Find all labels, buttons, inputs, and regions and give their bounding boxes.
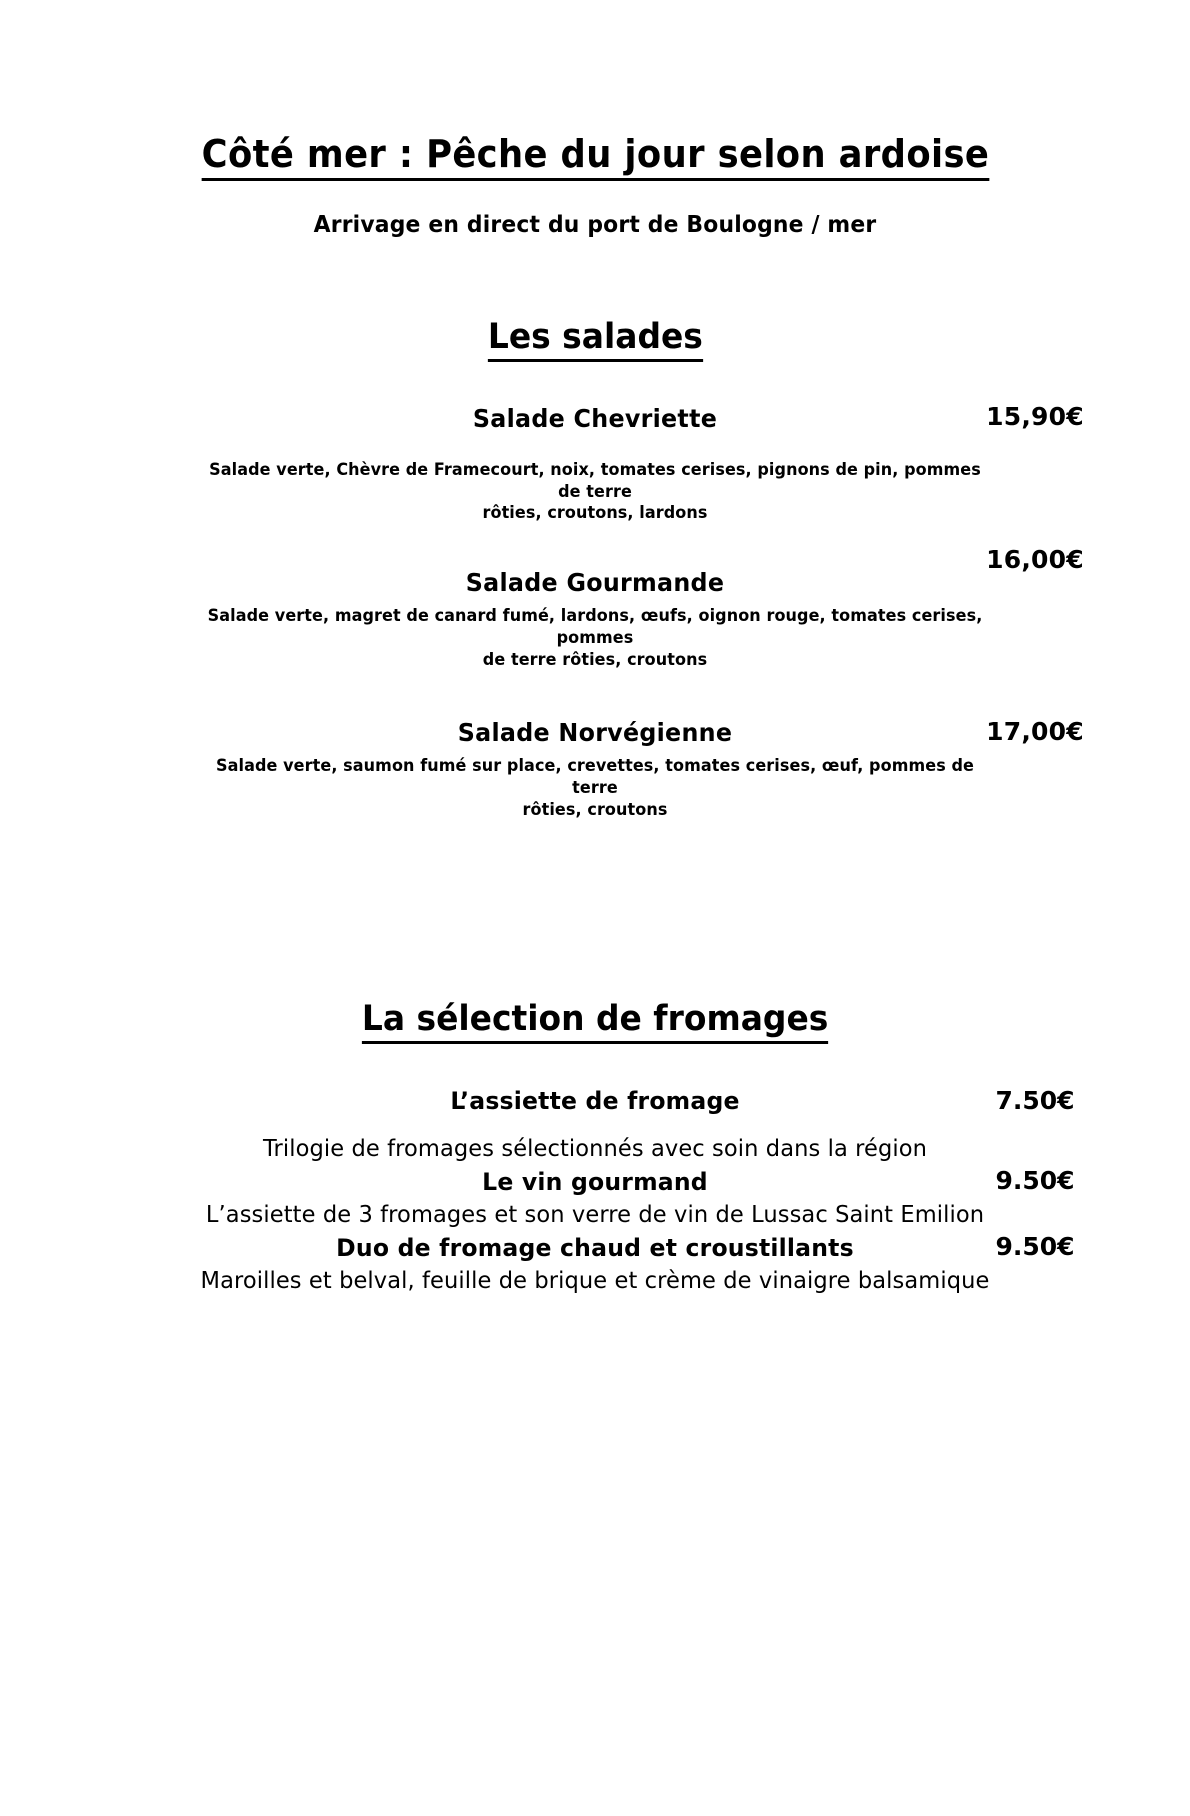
menu-item-name: L’assiette de fromage (450, 1086, 740, 1115)
section-heading-fromages (0, 998, 1190, 1044)
fromages-section (0, 1087, 1190, 1297)
menu-item-name: Duo de fromage chaud et croustillants (336, 1234, 854, 1263)
menu-item-duo-de-fromage-chaud (0, 1234, 1190, 1262)
menu-item-price: 16,00€ (986, 545, 1084, 575)
salades-section (0, 401, 1190, 821)
menu-item-description-line: Salade verte, Chèvre de Framecourt, noix, tomates cerises, pignons de pin, pommes de terre (209, 459, 981, 501)
menu-item-description (185, 605, 1005, 670)
menu-item-salade-chevriette (0, 401, 1190, 524)
menu-item-description (185, 459, 1005, 524)
menu-item-description-line: rôties, croutons (522, 799, 668, 819)
menu-item-price: 9.50€ (995, 1166, 1075, 1196)
menu-item-description (0, 1200, 1190, 1230)
menu-item-description (0, 1266, 1190, 1296)
menu-item-name: Salade Norvégienne (457, 718, 733, 748)
page-header (0, 132, 1190, 238)
menu-item-description-line: Trilogie de fromages sélectionnés avec soin dans la région (262, 1135, 928, 1162)
section-heading-fromages-label: La sélection de fromages (362, 998, 828, 1044)
menu-page (0, 132, 1190, 1816)
section-heading-salades (0, 316, 1190, 362)
section-heading-salades-label: Les salades (487, 316, 702, 362)
menu-item-description-line: Salade verte, saumon fumé sur place, crevettes, tomates cerises, œuf, pommes de terre (215, 756, 975, 798)
menu-item-name: Salade Chevriette (472, 403, 718, 433)
menu-item-row (0, 545, 1190, 598)
page-subtitle: Arrivage en direct du port de Boulogne / mer (313, 211, 877, 238)
menu-item-vin-gourmand (0, 1168, 1190, 1196)
menu-item-name: Salade Gourmande (465, 568, 725, 598)
menu-item-description (0, 1134, 1190, 1164)
menu-item-price: 7.50€ (995, 1085, 1075, 1115)
menu-item-price: 15,90€ (986, 401, 1084, 431)
menu-item-description-line: Salade verte, magret de canard fumé, lardons, œufs, oignon rouge, tomates cerises, pommes (207, 606, 983, 647)
page-title: Côté mer : Pêche du jour selon ardoise (201, 132, 989, 181)
menu-item-assiette-de-fromage (0, 1087, 1190, 1115)
menu-item-row (0, 401, 1190, 433)
menu-item-description-line: Maroilles et belval, feuille de brique et crème de vinaigre balsamique (200, 1268, 990, 1295)
menu-item-row (0, 718, 1190, 747)
menu-item-price: 17,00€ (986, 717, 1084, 747)
menu-item-description-line: de terre rôties, croutons (482, 649, 708, 669)
menu-item-description (185, 755, 1005, 820)
menu-item-description-line: rôties, croutons, lardons (482, 503, 708, 523)
menu-item-salade-norvegienne (0, 718, 1190, 820)
menu-item-description-line: L’assiette de 3 fromages et son verre de vin de Lussac Saint Emilion (205, 1202, 985, 1229)
menu-item-price: 9.50€ (995, 1232, 1075, 1262)
menu-item-salade-gourmande (0, 545, 1190, 670)
menu-item-name: Le vin gourmand (482, 1168, 708, 1197)
